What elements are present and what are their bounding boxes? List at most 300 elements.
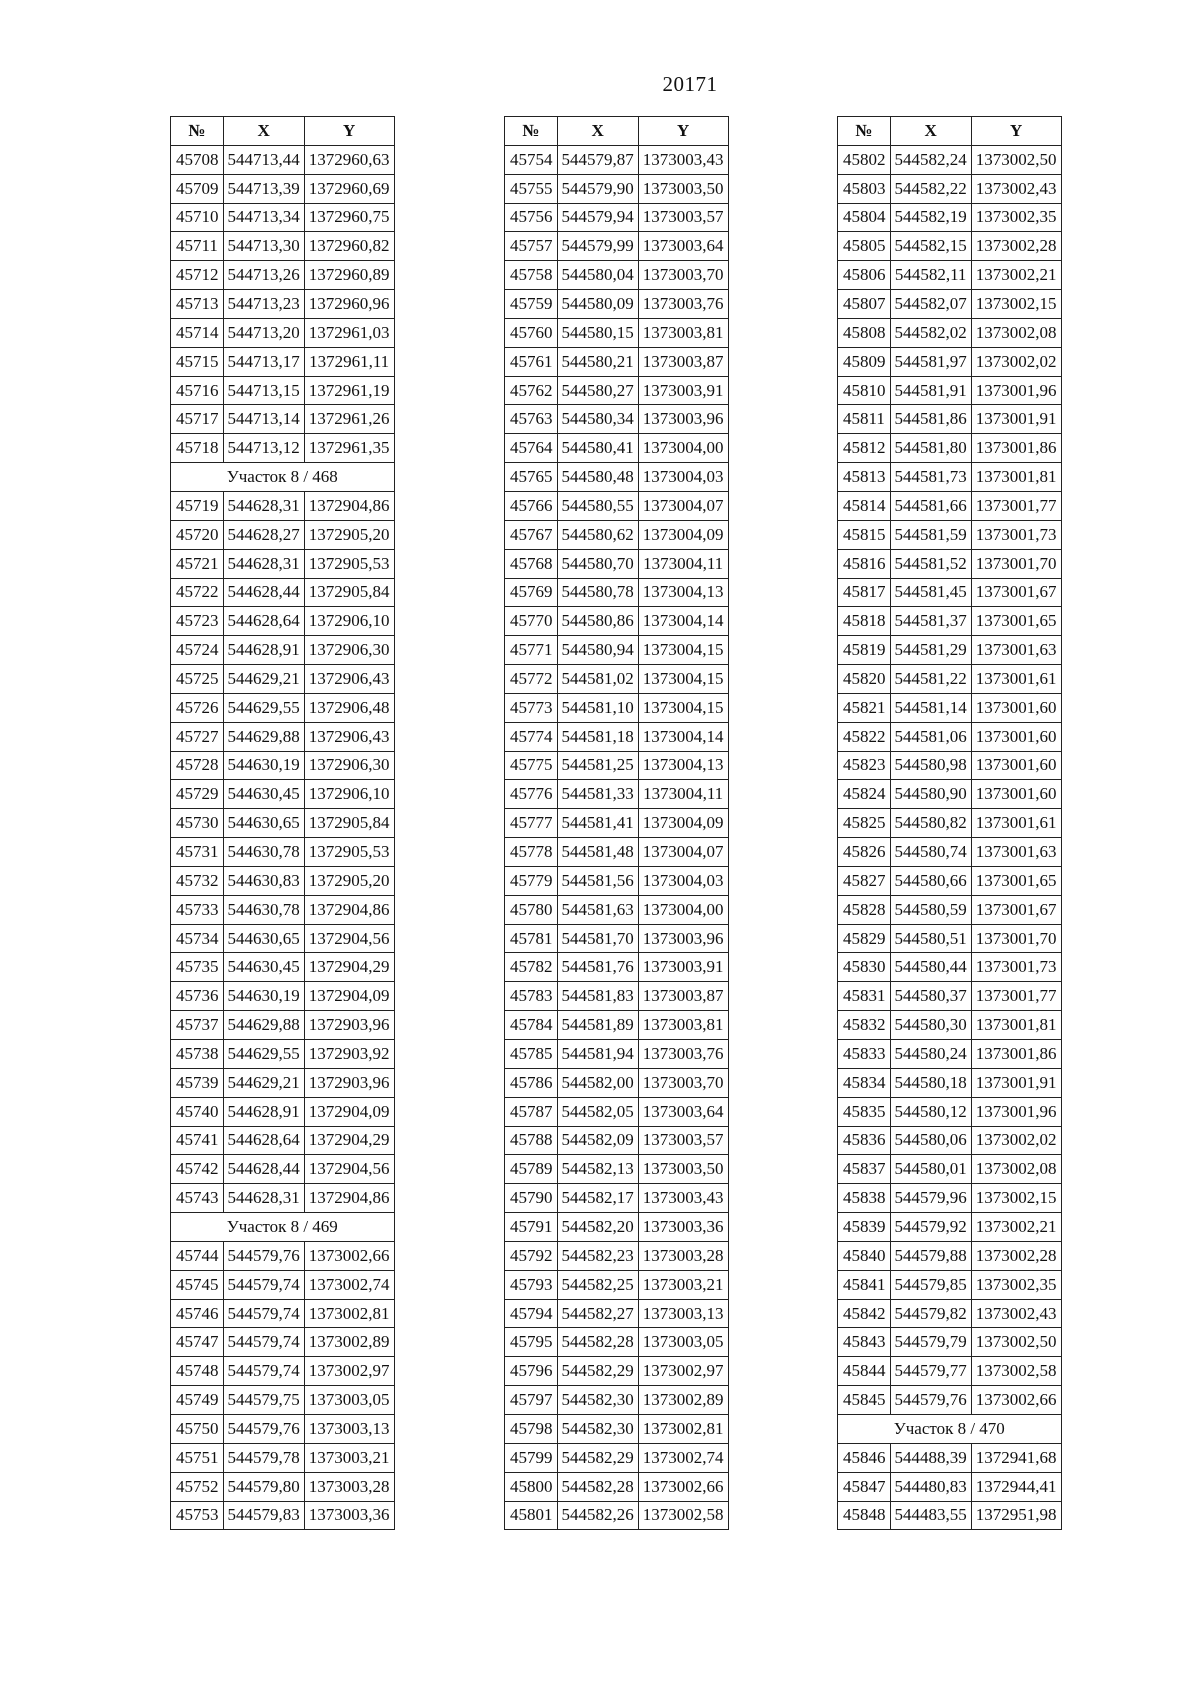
point-number-cell: 45845: [838, 1386, 891, 1415]
point-number-cell: 45841: [838, 1270, 891, 1299]
table-row: [505, 1126, 729, 1155]
table-row: [838, 1040, 1062, 1069]
x-coordinate-cell: 544630,78: [223, 895, 304, 924]
header-x: X: [890, 117, 971, 146]
table-row: [171, 665, 395, 694]
y-coordinate-cell: 1373001,81: [971, 463, 1061, 492]
y-coordinate-cell: 1373001,63: [971, 636, 1061, 665]
table-row: [505, 693, 729, 722]
y-coordinate-cell: 1373002,81: [304, 1299, 394, 1328]
x-coordinate-cell: 544581,76: [557, 953, 638, 982]
x-coordinate-cell: 544582,28: [557, 1328, 638, 1357]
y-coordinate-cell: 1373003,28: [304, 1472, 394, 1501]
table-row: [505, 665, 729, 694]
table-row: [171, 1357, 395, 1386]
table-row: [838, 866, 1062, 895]
table-row: [171, 751, 395, 780]
y-coordinate-cell: 1373004,11: [638, 780, 728, 809]
point-number-cell: 45739: [171, 1068, 224, 1097]
x-coordinate-cell: 544581,97: [890, 347, 971, 376]
x-coordinate-cell: 544582,05: [557, 1097, 638, 1126]
y-coordinate-cell: 1373003,57: [638, 203, 728, 232]
x-coordinate-cell: 544630,65: [223, 924, 304, 953]
table-row: [838, 463, 1062, 492]
y-coordinate-cell: 1373003,50: [638, 1155, 728, 1184]
x-coordinate-cell: 544581,52: [890, 549, 971, 578]
x-coordinate-cell: 544579,87: [557, 145, 638, 174]
x-coordinate-cell: 544630,65: [223, 809, 304, 838]
table-row: [505, 290, 729, 319]
table-row: [838, 751, 1062, 780]
point-number-cell: 45796: [505, 1357, 558, 1386]
x-coordinate-cell: 544580,94: [557, 636, 638, 665]
x-coordinate-cell: 544582,00: [557, 1068, 638, 1097]
y-coordinate-cell: 1373002,66: [638, 1472, 728, 1501]
x-coordinate-cell: 544713,30: [223, 232, 304, 261]
x-coordinate-cell: 544581,10: [557, 693, 638, 722]
x-coordinate-cell: 544582,30: [557, 1414, 638, 1443]
table-row: [505, 1241, 729, 1270]
table-row: [505, 895, 729, 924]
y-coordinate-cell: 1373003,21: [304, 1443, 394, 1472]
x-coordinate-cell: 544582,28: [557, 1472, 638, 1501]
table-row: [171, 347, 395, 376]
y-coordinate-cell: 1372906,30: [304, 636, 394, 665]
point-number-cell: 45723: [171, 607, 224, 636]
table-row: [171, 405, 395, 434]
x-coordinate-cell: 544580,78: [557, 578, 638, 607]
point-number-cell: 45731: [171, 838, 224, 867]
point-number-cell: 45793: [505, 1270, 558, 1299]
table-row: [171, 1386, 395, 1415]
table-row: [171, 578, 395, 607]
x-coordinate-cell: 544582,11: [890, 261, 971, 290]
table-row: [505, 1328, 729, 1357]
table-row: [838, 722, 1062, 751]
y-coordinate-cell: 1373001,86: [971, 434, 1061, 463]
point-number-cell: 45803: [838, 174, 891, 203]
x-coordinate-cell: 544629,21: [223, 665, 304, 694]
table-row: [505, 1414, 729, 1443]
y-coordinate-cell: 1373001,96: [971, 376, 1061, 405]
table-row: [505, 203, 729, 232]
table-row: [838, 549, 1062, 578]
table-row: [171, 636, 395, 665]
y-coordinate-cell: 1373001,60: [971, 751, 1061, 780]
x-coordinate-cell: 544628,91: [223, 636, 304, 665]
point-number-cell: 45710: [171, 203, 224, 232]
x-coordinate-cell: 544488,39: [890, 1443, 971, 1472]
y-coordinate-cell: 1373003,91: [638, 376, 728, 405]
y-coordinate-cell: 1373002,21: [971, 261, 1061, 290]
x-coordinate-cell: 544628,44: [223, 578, 304, 607]
x-coordinate-cell: 544580,66: [890, 866, 971, 895]
x-coordinate-cell: 544581,45: [890, 578, 971, 607]
point-number-cell: 45769: [505, 578, 558, 607]
point-number-cell: 45758: [505, 261, 558, 290]
y-coordinate-cell: 1372904,86: [304, 895, 394, 924]
y-coordinate-cell: 1373002,66: [971, 1386, 1061, 1415]
y-coordinate-cell: 1372904,29: [304, 1126, 394, 1155]
table-row: [505, 838, 729, 867]
point-number-cell: 45822: [838, 722, 891, 751]
x-coordinate-cell: 544579,90: [557, 174, 638, 203]
y-coordinate-cell: 1372904,09: [304, 982, 394, 1011]
table-row: [838, 1126, 1062, 1155]
point-number-cell: 45733: [171, 895, 224, 924]
table-row: [838, 838, 1062, 867]
x-coordinate-cell: 544628,31: [223, 1184, 304, 1213]
header-y: Y: [971, 117, 1061, 146]
point-number-cell: 45819: [838, 636, 891, 665]
point-number-cell: 45830: [838, 953, 891, 982]
point-number-cell: 45817: [838, 578, 891, 607]
y-coordinate-cell: 1372904,09: [304, 1097, 394, 1126]
x-coordinate-cell: 544582,17: [557, 1184, 638, 1213]
point-number-cell: 45719: [171, 491, 224, 520]
x-coordinate-cell: 544581,56: [557, 866, 638, 895]
y-coordinate-cell: 1372904,29: [304, 953, 394, 982]
table-row: [171, 491, 395, 520]
x-coordinate-cell: 544579,78: [223, 1443, 304, 1472]
x-coordinate-cell: 544582,26: [557, 1501, 638, 1530]
point-number-cell: 45763: [505, 405, 558, 434]
y-coordinate-cell: 1373001,65: [971, 866, 1061, 895]
point-number-cell: 45807: [838, 290, 891, 319]
x-coordinate-cell: 544581,89: [557, 1011, 638, 1040]
y-coordinate-cell: 1373001,73: [971, 520, 1061, 549]
table-row: [171, 809, 395, 838]
x-coordinate-cell: 544580,82: [890, 809, 971, 838]
point-number-cell: 45828: [838, 895, 891, 924]
table-row: [838, 1097, 1062, 1126]
table-row: [505, 1155, 729, 1184]
point-number-cell: 45832: [838, 1011, 891, 1040]
y-coordinate-cell: 1373001,91: [971, 405, 1061, 434]
point-number-cell: 45724: [171, 636, 224, 665]
y-coordinate-cell: 1373001,60: [971, 722, 1061, 751]
section-label: Участок 8 / 469: [171, 1213, 395, 1242]
x-coordinate-cell: 544579,92: [890, 1213, 971, 1242]
table-row: [838, 1241, 1062, 1270]
point-number-cell: 45810: [838, 376, 891, 405]
x-coordinate-cell: 544580,86: [557, 607, 638, 636]
point-number-cell: 45805: [838, 232, 891, 261]
x-coordinate-cell: 544581,63: [557, 895, 638, 924]
y-coordinate-cell: 1373002,50: [971, 1328, 1061, 1357]
x-coordinate-cell: 544579,76: [223, 1414, 304, 1443]
point-number-cell: 45744: [171, 1241, 224, 1270]
point-number-cell: 45818: [838, 607, 891, 636]
y-coordinate-cell: 1373003,05: [304, 1386, 394, 1415]
x-coordinate-cell: 544579,99: [557, 232, 638, 261]
point-number-cell: 45709: [171, 174, 224, 203]
y-coordinate-cell: 1373004,09: [638, 809, 728, 838]
point-number-cell: 45753: [171, 1501, 224, 1530]
point-number-cell: 45847: [838, 1472, 891, 1501]
y-coordinate-cell: 1373002,74: [638, 1443, 728, 1472]
table-row: [505, 347, 729, 376]
table-row: [838, 665, 1062, 694]
table-row: [171, 318, 395, 347]
point-number-cell: 45837: [838, 1155, 891, 1184]
y-coordinate-cell: 1373001,81: [971, 1011, 1061, 1040]
table-row: [505, 174, 729, 203]
x-coordinate-cell: 544630,19: [223, 982, 304, 1011]
point-number-cell: 45787: [505, 1097, 558, 1126]
y-coordinate-cell: 1373002,02: [971, 347, 1061, 376]
y-coordinate-cell: 1373003,81: [638, 1011, 728, 1040]
point-number-cell: 45831: [838, 982, 891, 1011]
x-coordinate-cell: 544713,12: [223, 434, 304, 463]
point-number-cell: 45770: [505, 607, 558, 636]
point-number-cell: 45771: [505, 636, 558, 665]
table-row: [838, 491, 1062, 520]
table-row: [171, 376, 395, 405]
x-coordinate-cell: 544580,21: [557, 347, 638, 376]
x-coordinate-cell: 544582,07: [890, 290, 971, 319]
point-number-cell: 45779: [505, 866, 558, 895]
y-coordinate-cell: 1373004,15: [638, 665, 728, 694]
x-coordinate-cell: 544713,20: [223, 318, 304, 347]
y-coordinate-cell: 1372905,53: [304, 838, 394, 867]
table-row: [838, 1299, 1062, 1328]
point-number-cell: 45712: [171, 261, 224, 290]
point-number-cell: 45762: [505, 376, 558, 405]
x-coordinate-cell: 544713,15: [223, 376, 304, 405]
table-row: [838, 1068, 1062, 1097]
x-coordinate-cell: 544628,31: [223, 549, 304, 578]
x-coordinate-cell: 544713,26: [223, 261, 304, 290]
table-row: [838, 1328, 1062, 1357]
table-row: [838, 318, 1062, 347]
x-coordinate-cell: 544483,55: [890, 1501, 971, 1530]
y-coordinate-cell: 1373001,86: [971, 1040, 1061, 1069]
x-coordinate-cell: 544581,41: [557, 809, 638, 838]
y-coordinate-cell: 1373004,11: [638, 549, 728, 578]
y-coordinate-cell: 1373001,63: [971, 838, 1061, 867]
y-coordinate-cell: 1373004,00: [638, 895, 728, 924]
x-coordinate-cell: 544713,44: [223, 145, 304, 174]
x-coordinate-cell: 544580,04: [557, 261, 638, 290]
y-coordinate-cell: 1372961,03: [304, 318, 394, 347]
x-coordinate-cell: 544629,55: [223, 1040, 304, 1069]
point-number-cell: 45801: [505, 1501, 558, 1530]
y-coordinate-cell: 1373002,15: [971, 290, 1061, 319]
point-number-cell: 45740: [171, 1097, 224, 1126]
y-coordinate-cell: 1372944,41: [971, 1472, 1061, 1501]
y-coordinate-cell: 1373003,36: [304, 1501, 394, 1530]
header-number: №: [171, 117, 224, 146]
point-number-cell: 45827: [838, 866, 891, 895]
x-coordinate-cell: 544581,25: [557, 751, 638, 780]
point-number-cell: 45825: [838, 809, 891, 838]
y-coordinate-cell: 1372961,26: [304, 405, 394, 434]
x-coordinate-cell: 544582,09: [557, 1126, 638, 1155]
x-coordinate-cell: 544580,06: [890, 1126, 971, 1155]
x-coordinate-cell: 544580,37: [890, 982, 971, 1011]
table-row: [171, 607, 395, 636]
x-coordinate-cell: 544628,64: [223, 607, 304, 636]
y-coordinate-cell: 1373004,03: [638, 463, 728, 492]
point-number-cell: 45820: [838, 665, 891, 694]
x-coordinate-cell: 544579,82: [890, 1299, 971, 1328]
table-row: [505, 1501, 729, 1530]
y-coordinate-cell: 1373001,65: [971, 607, 1061, 636]
point-number-cell: 45720: [171, 520, 224, 549]
y-coordinate-cell: 1373001,61: [971, 809, 1061, 838]
point-number-cell: 45812: [838, 434, 891, 463]
x-coordinate-cell: 544628,91: [223, 1097, 304, 1126]
table-row: [838, 809, 1062, 838]
x-coordinate-cell: 544713,14: [223, 405, 304, 434]
table-row: [171, 838, 395, 867]
point-number-cell: 45813: [838, 463, 891, 492]
point-number-cell: 45776: [505, 780, 558, 809]
point-number-cell: 45730: [171, 809, 224, 838]
y-coordinate-cell: 1373004,15: [638, 693, 728, 722]
table-row: [505, 318, 729, 347]
point-number-cell: 45824: [838, 780, 891, 809]
y-coordinate-cell: 1373003,76: [638, 290, 728, 319]
y-coordinate-cell: 1372960,75: [304, 203, 394, 232]
y-coordinate-cell: 1372904,56: [304, 1155, 394, 1184]
x-coordinate-cell: 544628,44: [223, 1155, 304, 1184]
x-coordinate-cell: 544579,75: [223, 1386, 304, 1415]
table-header-row: [505, 117, 729, 146]
y-coordinate-cell: 1373002,35: [971, 1270, 1061, 1299]
point-number-cell: 45833: [838, 1040, 891, 1069]
table-row: [171, 1155, 395, 1184]
table-row: [505, 1068, 729, 1097]
table-row: [171, 722, 395, 751]
x-coordinate-cell: 544581,14: [890, 693, 971, 722]
point-number-cell: 45756: [505, 203, 558, 232]
point-number-cell: 45736: [171, 982, 224, 1011]
point-number-cell: 45727: [171, 722, 224, 751]
point-number-cell: 45717: [171, 405, 224, 434]
y-coordinate-cell: 1373002,43: [971, 174, 1061, 203]
point-number-cell: 45815: [838, 520, 891, 549]
point-number-cell: 45784: [505, 1011, 558, 1040]
point-number-cell: 45722: [171, 578, 224, 607]
point-number-cell: 45797: [505, 1386, 558, 1415]
point-number-cell: 45823: [838, 751, 891, 780]
y-coordinate-cell: 1373003,70: [638, 1068, 728, 1097]
x-coordinate-cell: 544580,48: [557, 463, 638, 492]
table-row: [505, 780, 729, 809]
y-coordinate-cell: 1373004,13: [638, 751, 728, 780]
x-coordinate-cell: 544581,80: [890, 434, 971, 463]
header-number: №: [505, 117, 558, 146]
header-x: X: [557, 117, 638, 146]
table-row: [171, 145, 395, 174]
x-coordinate-cell: 544630,78: [223, 838, 304, 867]
point-number-cell: 45760: [505, 318, 558, 347]
point-number-cell: 45708: [171, 145, 224, 174]
y-coordinate-cell: 1372905,20: [304, 520, 394, 549]
y-coordinate-cell: 1373002,35: [971, 203, 1061, 232]
y-coordinate-cell: 1373001,77: [971, 982, 1061, 1011]
y-coordinate-cell: 1372903,92: [304, 1040, 394, 1069]
x-coordinate-cell: 544582,20: [557, 1213, 638, 1242]
point-number-cell: 45811: [838, 405, 891, 434]
y-coordinate-cell: 1372906,43: [304, 722, 394, 751]
x-coordinate-cell: 544629,21: [223, 1068, 304, 1097]
y-coordinate-cell: 1372906,30: [304, 751, 394, 780]
y-coordinate-cell: 1373002,89: [638, 1386, 728, 1415]
table-row: [838, 1501, 1062, 1530]
y-coordinate-cell: 1372905,84: [304, 578, 394, 607]
y-coordinate-cell: 1373003,96: [638, 405, 728, 434]
y-coordinate-cell: 1373001,77: [971, 491, 1061, 520]
x-coordinate-cell: 544581,86: [890, 405, 971, 434]
point-number-cell: 45789: [505, 1155, 558, 1184]
table-row: [505, 722, 729, 751]
table-row: [171, 290, 395, 319]
table-row: [171, 895, 395, 924]
table-row: [505, 809, 729, 838]
y-coordinate-cell: 1373002,74: [304, 1270, 394, 1299]
x-coordinate-cell: 544579,83: [223, 1501, 304, 1530]
x-coordinate-cell: 544582,15: [890, 232, 971, 261]
point-number-cell: 45773: [505, 693, 558, 722]
point-number-cell: 45788: [505, 1126, 558, 1155]
y-coordinate-cell: 1373003,13: [638, 1299, 728, 1328]
y-coordinate-cell: 1372961,19: [304, 376, 394, 405]
y-coordinate-cell: 1373001,60: [971, 693, 1061, 722]
x-coordinate-cell: 544629,88: [223, 1011, 304, 1040]
point-number-cell: 45798: [505, 1414, 558, 1443]
table-row: [171, 1328, 395, 1357]
x-coordinate-cell: 544629,88: [223, 722, 304, 751]
table-row: [838, 780, 1062, 809]
point-number-cell: 45755: [505, 174, 558, 203]
x-coordinate-cell: 544582,02: [890, 318, 971, 347]
x-coordinate-cell: 544579,79: [890, 1328, 971, 1357]
point-number-cell: 45791: [505, 1213, 558, 1242]
x-coordinate-cell: 544580,55: [557, 491, 638, 520]
point-number-cell: 45738: [171, 1040, 224, 1069]
x-coordinate-cell: 544582,29: [557, 1357, 638, 1386]
table-row: [505, 405, 729, 434]
table-row: [838, 232, 1062, 261]
table-row: [838, 145, 1062, 174]
y-coordinate-cell: 1372904,86: [304, 491, 394, 520]
point-number-cell: 45806: [838, 261, 891, 290]
point-number-cell: 45842: [838, 1299, 891, 1328]
point-number-cell: 45718: [171, 434, 224, 463]
table-row: [505, 520, 729, 549]
table-row: [171, 1241, 395, 1270]
table-row: [505, 491, 729, 520]
y-coordinate-cell: 1373003,76: [638, 1040, 728, 1069]
point-number-cell: 45745: [171, 1270, 224, 1299]
x-coordinate-cell: 544579,94: [557, 203, 638, 232]
x-coordinate-cell: 544581,48: [557, 838, 638, 867]
section-label: Участок 8 / 468: [171, 463, 395, 492]
table-row: [505, 549, 729, 578]
y-coordinate-cell: 1373002,43: [971, 1299, 1061, 1328]
table-row: [171, 261, 395, 290]
point-number-cell: 45761: [505, 347, 558, 376]
point-number-cell: 45772: [505, 665, 558, 694]
x-coordinate-cell: 544581,66: [890, 491, 971, 520]
coordinate-table-2: [504, 116, 729, 1530]
table-row: [505, 1011, 729, 1040]
table-row: [171, 1126, 395, 1155]
x-coordinate-cell: 544580,41: [557, 434, 638, 463]
